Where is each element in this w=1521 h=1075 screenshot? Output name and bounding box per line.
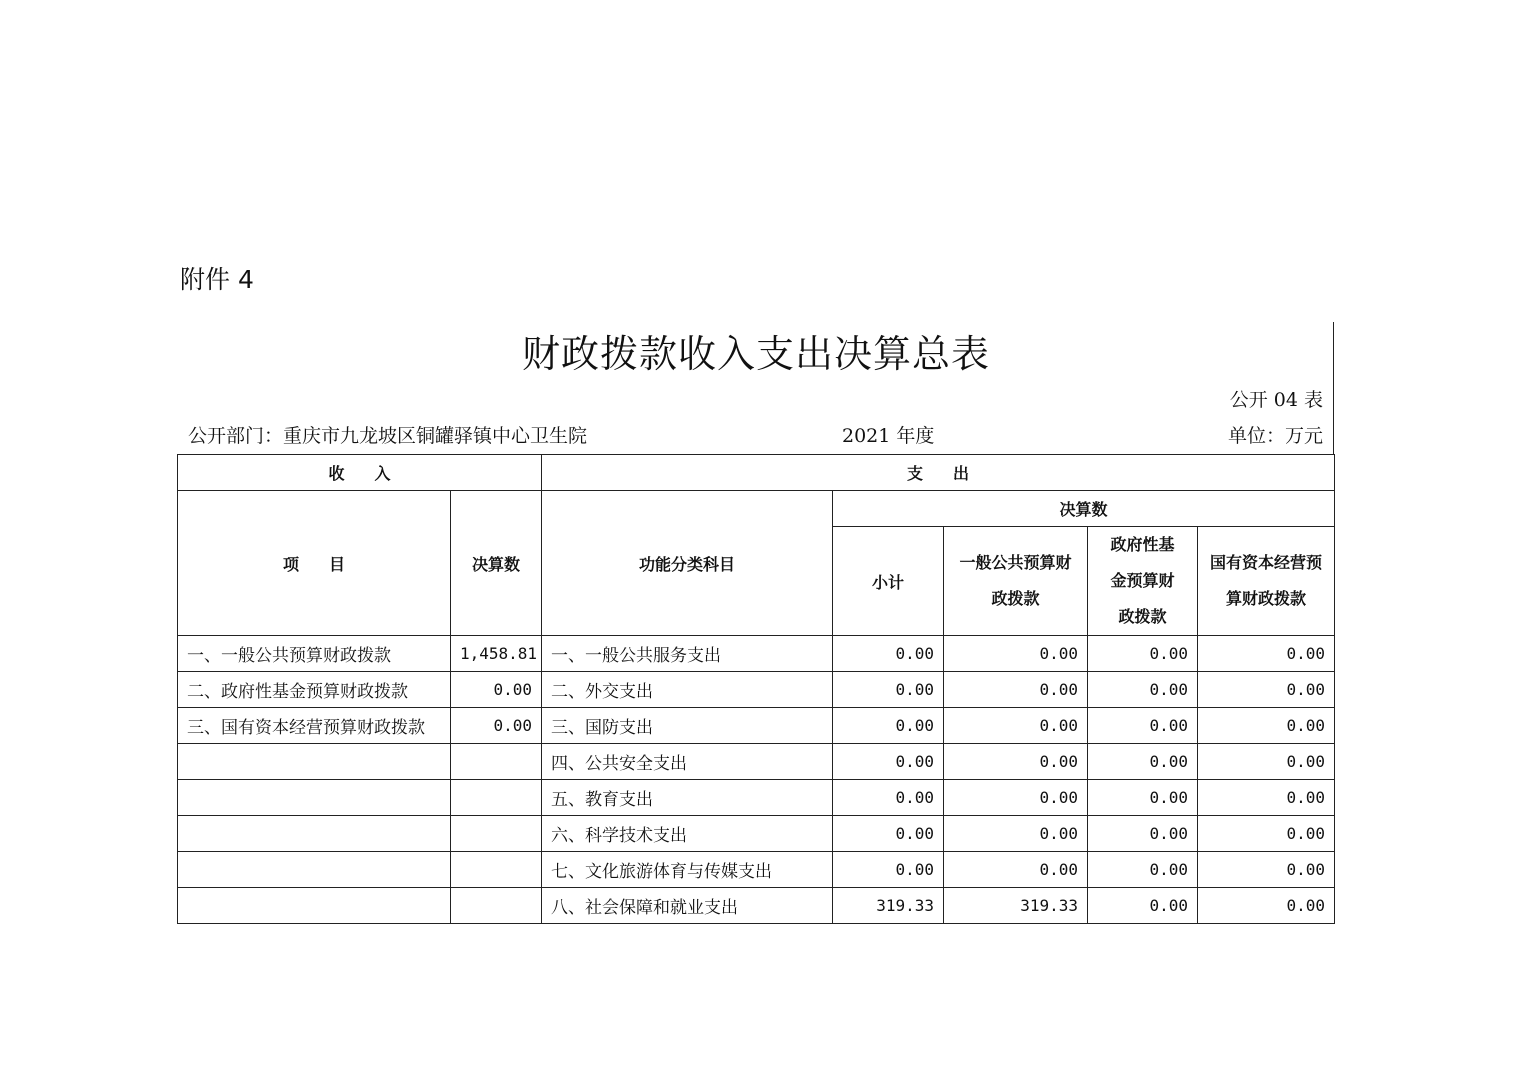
item-header: 项目 [178,491,451,636]
income-item-cell [178,888,451,924]
subtotal-cell: 0.00 [833,672,944,708]
income-amount-cell [451,780,542,816]
table-row [178,744,1335,780]
state-capital-cell: 0.00 [1198,852,1335,888]
table-row [178,636,1335,672]
subtotal-header: 小计 [833,527,944,636]
state-capital-cell: 0.00 [1198,816,1335,852]
expenditure-item-cell: 四、公共安全支出 [542,744,833,780]
income-amount-cell: 0.00 [451,708,542,744]
subtotal-cell: 0.00 [833,816,944,852]
fund-budget-cell: 0.00 [1088,816,1198,852]
fund-budget-cell: 0.00 [1088,636,1198,672]
expenditure-item-cell: 二、外交支出 [542,672,833,708]
expenditure-item-cell: 八、社会保障和就业支出 [542,888,833,924]
final-amount-group-header: 决算数 [833,491,1335,527]
expenditure-item-cell: 六、科学技术支出 [542,816,833,852]
income-item-cell: 三、国有资本经营预算财政拨款 [178,708,451,744]
form-code: 公开 04 表 [1229,389,1323,411]
expenditure-header: 支出 [542,455,1335,491]
subtotal-cell: 319.33 [833,888,944,924]
general-budget-cell: 0.00 [944,636,1088,672]
expenditure-item-cell: 五、教育支出 [542,780,833,816]
expenditure-item-cell: 七、文化旅游体育与传媒支出 [542,852,833,888]
income-amount-cell [451,816,542,852]
subtotal-cell: 0.00 [833,780,944,816]
general-budget-cell: 0.00 [944,852,1088,888]
general-budget-cell: 0.00 [944,816,1088,852]
subtotal-cell: 0.00 [833,744,944,780]
income-amount-cell [451,888,542,924]
subtotal-cell: 0.00 [833,636,944,672]
final-amount-header: 决算数 [451,491,542,636]
fiscal-year-label: 2021 年度 [842,425,935,447]
general-budget-cell: 319.33 [944,888,1088,924]
state-capital-cell: 0.00 [1198,744,1335,780]
subtotal-cell: 0.00 [833,852,944,888]
page-title: 财政拨款收入支出决算总表 [521,332,990,376]
income-item-cell [178,744,451,780]
fund-budget-cell: 0.00 [1088,852,1198,888]
state-capital-cell: 0.00 [1198,780,1335,816]
table-row [178,708,1335,744]
state-capital-cell: 0.00 [1198,672,1335,708]
income-header: 收入 [178,455,542,491]
expenditure-item-cell: 三、国防支出 [542,708,833,744]
table-row [178,816,1335,852]
income-amount-cell [451,852,542,888]
income-item-cell: 二、政府性基金预算财政拨款 [178,672,451,708]
expenditure-item-cell: 一、一般公共服务支出 [542,636,833,672]
general-budget-cell: 0.00 [944,780,1088,816]
subtotal-cell: 0.00 [833,708,944,744]
income-item-cell: 一、一般公共预算财政拨款 [178,636,451,672]
income-amount-cell: 1,458.81 [451,636,542,672]
header-row-1 [178,455,1335,491]
general-budget-cell: 0.00 [944,708,1088,744]
table-row [178,780,1335,816]
fund-budget-cell: 0.00 [1088,708,1198,744]
income-item-cell [178,780,451,816]
table-row [178,888,1335,924]
state-capital-budget-header: 国有资本经营预算财政拨款 [1198,527,1335,636]
income-item-cell [178,852,451,888]
state-capital-cell: 0.00 [1198,888,1335,924]
general-budget-cell: 0.00 [944,672,1088,708]
fund-budget-cell: 0.00 [1088,744,1198,780]
income-amount-cell [451,744,542,780]
general-public-budget-header: 一般公共预算财政拨款 [944,527,1088,636]
fund-budget-cell: 0.00 [1088,888,1198,924]
attachment-label: 附件 4 [180,265,254,294]
state-capital-cell: 0.00 [1198,636,1335,672]
table-row [178,672,1335,708]
department-label: 公开部门：重庆市九龙坡区铜罐驿镇中心卫生院 [188,425,588,447]
government-fund-budget-header: 政府性基金预算财政拨款 [1088,527,1198,636]
budget-summary-table [177,454,1335,924]
income-item-cell [178,816,451,852]
fund-budget-cell: 0.00 [1088,672,1198,708]
unit-label: 单位：万元 [1227,425,1323,447]
table-row [178,852,1335,888]
header-row-2 [178,491,1335,527]
general-budget-cell: 0.00 [944,744,1088,780]
state-capital-cell: 0.00 [1198,708,1335,744]
function-category-header: 功能分类科目 [542,491,833,636]
income-amount-cell: 0.00 [451,672,542,708]
fund-budget-cell: 0.00 [1088,780,1198,816]
